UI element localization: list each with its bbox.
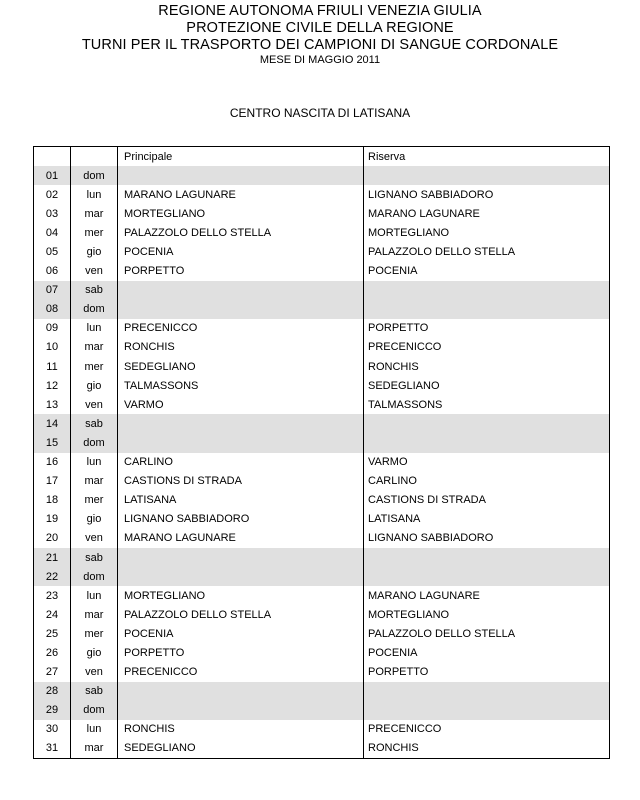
day-number-cell: 22: [34, 567, 71, 586]
principale-cell: [118, 548, 364, 567]
riserva-cell: [364, 433, 610, 452]
day-number-cell: 25: [34, 624, 71, 643]
principale-cell: LATISANA: [118, 491, 364, 510]
riserva-cell: LATISANA: [364, 510, 610, 529]
riserva-cell: PRECENICCO: [364, 720, 610, 739]
riserva-cell: SEDEGLIANO: [364, 376, 610, 395]
header-principale: Principale: [118, 147, 364, 167]
principale-cell: [118, 567, 364, 586]
riserva-cell: PALAZZOLO DELLO STELLA: [364, 242, 610, 261]
day-number-cell: 30: [34, 720, 71, 739]
riserva-cell: [364, 281, 610, 300]
document-header: [0, 3, 640, 67]
table-row: [34, 262, 610, 281]
principale-cell: [118, 701, 364, 720]
riserva-cell: [364, 548, 610, 567]
day-number-cell: 26: [34, 643, 71, 662]
table-row: [34, 643, 610, 662]
weekday-cell: mer: [71, 491, 118, 510]
table-row: [34, 204, 610, 223]
centro-nascita-title: CENTRO NASCITA DI LATISANA: [229, 106, 411, 120]
table-row: [34, 300, 610, 319]
table-row: [34, 548, 610, 567]
table-row: [34, 567, 610, 586]
riserva-cell: POCENIA: [364, 262, 610, 281]
riserva-cell: PORPETTO: [364, 319, 610, 338]
table-row: [34, 682, 610, 701]
weekday-cell: dom: [71, 300, 118, 319]
weekday-cell: sab: [71, 414, 118, 433]
header-day-number: [34, 147, 71, 167]
principale-cell: MARANO LAGUNARE: [118, 185, 364, 204]
principale-cell: RONCHIS: [118, 720, 364, 739]
principale-cell: TALMASSONS: [118, 376, 364, 395]
principale-cell: PORPETTO: [118, 262, 364, 281]
day-number-cell: 28: [34, 682, 71, 701]
riserva-cell: [364, 682, 610, 701]
weekday-cell: dom: [71, 433, 118, 452]
table-row: [34, 319, 610, 338]
weekday-cell: mar: [71, 204, 118, 223]
weekday-cell: sab: [71, 281, 118, 300]
table-row: [34, 663, 610, 682]
riserva-cell: [364, 166, 610, 185]
table-row: [34, 242, 610, 261]
day-number-cell: 08: [34, 300, 71, 319]
principale-cell: [118, 281, 364, 300]
weekday-cell: mar: [71, 472, 118, 491]
day-number-cell: 05: [34, 242, 71, 261]
principale-cell: SEDEGLIANO: [118, 357, 364, 376]
region-title: REGIONE AUTONOMA FRIULI VENEZIA GIULIA: [158, 3, 482, 19]
principale-cell: [118, 414, 364, 433]
table-row: [34, 185, 610, 204]
day-number-cell: 01: [34, 166, 71, 185]
weekday-cell: dom: [71, 166, 118, 185]
day-number-cell: 17: [34, 472, 71, 491]
riserva-cell: [364, 300, 610, 319]
principale-cell: CASTIONS DI STRADA: [118, 472, 364, 491]
riserva-cell: CARLINO: [364, 472, 610, 491]
table-row: [34, 720, 610, 739]
principale-cell: [118, 433, 364, 452]
weekday-cell: gio: [71, 376, 118, 395]
table-row: [34, 376, 610, 395]
principale-cell: PORPETTO: [118, 643, 364, 662]
weekday-cell: gio: [71, 242, 118, 261]
table-row: [34, 529, 610, 548]
day-number-cell: 02: [34, 185, 71, 204]
principale-cell: PALAZZOLO DELLO STELLA: [118, 605, 364, 624]
principale-cell: MORTEGLIANO: [118, 204, 364, 223]
principale-cell: VARMO: [118, 395, 364, 414]
riserva-cell: PRECENICCO: [364, 338, 610, 357]
weekday-cell: lun: [71, 319, 118, 338]
principale-cell: PRECENICCO: [118, 319, 364, 338]
principale-cell: [118, 300, 364, 319]
day-number-cell: 10: [34, 338, 71, 357]
table-row: [34, 491, 610, 510]
principale-cell: [118, 166, 364, 185]
day-number-cell: 07: [34, 281, 71, 300]
table-row: [34, 453, 610, 472]
month-label: MESE DI MAGGIO 2011: [259, 54, 381, 66]
riserva-cell: VARMO: [364, 453, 610, 472]
riserva-cell: [364, 567, 610, 586]
riserva-cell: PORPETTO: [364, 663, 610, 682]
weekday-cell: lun: [71, 720, 118, 739]
day-number-cell: 24: [34, 605, 71, 624]
table-row: [34, 605, 610, 624]
weekday-cell: dom: [71, 567, 118, 586]
riserva-cell: LIGNANO SABBIADORO: [364, 529, 610, 548]
table-row: [34, 739, 610, 759]
table-row: [34, 357, 610, 376]
weekday-cell: dom: [71, 701, 118, 720]
principale-cell: [118, 682, 364, 701]
principale-cell: PRECENICCO: [118, 663, 364, 682]
day-number-cell: 29: [34, 701, 71, 720]
weekday-cell: mar: [71, 338, 118, 357]
weekday-cell: mer: [71, 624, 118, 643]
agency-title: PROTEZIONE CIVILE DELLA REGIONE: [186, 20, 454, 36]
day-number-cell: 18: [34, 491, 71, 510]
day-number-cell: 27: [34, 663, 71, 682]
principale-cell: RONCHIS: [118, 338, 364, 357]
principale-cell: POCENIA: [118, 242, 364, 261]
table-body: [34, 166, 610, 758]
weekday-cell: lun: [71, 586, 118, 605]
principale-cell: CARLINO: [118, 453, 364, 472]
table-row: [34, 586, 610, 605]
riserva-cell: [364, 414, 610, 433]
table-row: [34, 395, 610, 414]
table-row: [34, 414, 610, 433]
weekday-cell: ven: [71, 395, 118, 414]
weekday-cell: mer: [71, 223, 118, 242]
day-number-cell: 04: [34, 223, 71, 242]
day-number-cell: 16: [34, 453, 71, 472]
header-riserva: Riserva: [364, 147, 610, 167]
shift-table: [33, 146, 610, 759]
table-header-row: [34, 147, 610, 167]
day-number-cell: 20: [34, 529, 71, 548]
principale-cell: PALAZZOLO DELLO STELLA: [118, 223, 364, 242]
weekday-cell: gio: [71, 510, 118, 529]
weekday-cell: mer: [71, 357, 118, 376]
day-number-cell: 12: [34, 376, 71, 395]
day-number-cell: 06: [34, 262, 71, 281]
riserva-cell: CASTIONS DI STRADA: [364, 491, 610, 510]
principale-cell: LIGNANO SABBIADORO: [118, 510, 364, 529]
weekday-cell: ven: [71, 262, 118, 281]
weekday-cell: gio: [71, 643, 118, 662]
riserva-cell: MARANO LAGUNARE: [364, 586, 610, 605]
principale-cell: MORTEGLIANO: [118, 586, 364, 605]
weekday-cell: sab: [71, 682, 118, 701]
riserva-cell: PALAZZOLO DELLO STELLA: [364, 624, 610, 643]
weekday-cell: sab: [71, 548, 118, 567]
table-row: [34, 624, 610, 643]
day-number-cell: 15: [34, 433, 71, 452]
table-row: [34, 433, 610, 452]
riserva-cell: RONCHIS: [364, 739, 610, 759]
header-weekday: [71, 147, 118, 167]
table-row: [34, 338, 610, 357]
day-number-cell: 13: [34, 395, 71, 414]
table-row: [34, 223, 610, 242]
table-row: [34, 281, 610, 300]
table-row: [34, 701, 610, 720]
riserva-cell: MORTEGLIANO: [364, 605, 610, 624]
day-number-cell: 09: [34, 319, 71, 338]
weekday-cell: lun: [71, 185, 118, 204]
riserva-cell: MORTEGLIANO: [364, 223, 610, 242]
day-number-cell: 03: [34, 204, 71, 223]
principale-cell: MARANO LAGUNARE: [118, 529, 364, 548]
riserva-cell: MARANO LAGUNARE: [364, 204, 610, 223]
weekday-cell: ven: [71, 529, 118, 548]
riserva-cell: POCENIA: [364, 643, 610, 662]
riserva-cell: TALMASSONS: [364, 395, 610, 414]
weekday-cell: lun: [71, 453, 118, 472]
schedule-title: TURNI PER IL TRASPORTO DEI CAMPIONI DI SANGUE CORDONALE: [81, 37, 559, 53]
day-number-cell: 14: [34, 414, 71, 433]
table-row: [34, 166, 610, 185]
weekday-cell: mar: [71, 605, 118, 624]
table-row: [34, 510, 610, 529]
day-number-cell: 31: [34, 739, 71, 759]
riserva-cell: RONCHIS: [364, 357, 610, 376]
riserva-cell: [364, 701, 610, 720]
weekday-cell: ven: [71, 663, 118, 682]
riserva-cell: LIGNANO SABBIADORO: [364, 185, 610, 204]
day-number-cell: 21: [34, 548, 71, 567]
day-number-cell: 23: [34, 586, 71, 605]
day-number-cell: 19: [34, 510, 71, 529]
table-row: [34, 472, 610, 491]
day-number-cell: 11: [34, 357, 71, 376]
principale-cell: POCENIA: [118, 624, 364, 643]
principale-cell: SEDEGLIANO: [118, 739, 364, 759]
weekday-cell: mar: [71, 739, 118, 759]
